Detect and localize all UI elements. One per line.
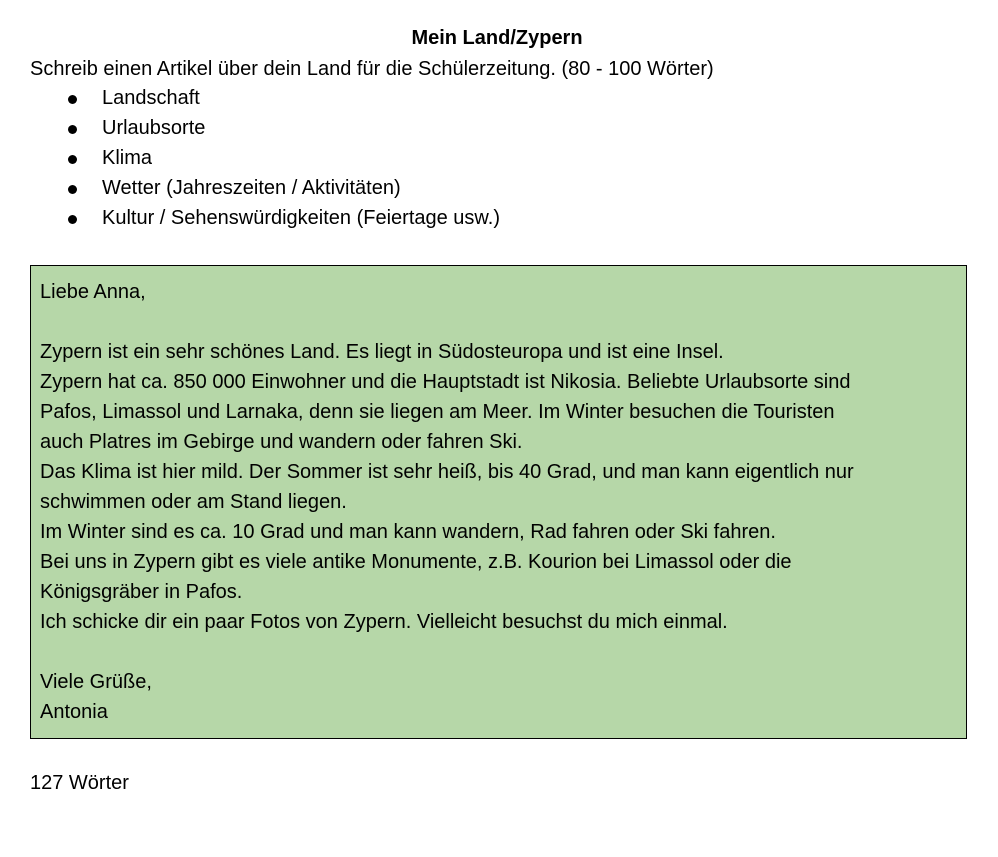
letter-line: Bei uns in Zypern gibt es viele antike Monumente, z.B. Kourion bei Limassol oder die — [40, 551, 792, 573]
letter-signature: Antonia — [40, 701, 108, 723]
assignment-instruction: Schreib einen Artikel über dein Land für die Schülerzeitung. (80 - 100 Wörter) — [30, 58, 714, 80]
bullet-dot-icon — [68, 125, 77, 134]
letter-line: auch Platres im Gebirge und wandern oder fahren Ski. — [40, 431, 523, 453]
letter-line: Zypern hat ca. 850 000 Einwohner und die Hauptstadt ist Nikosia. Beliebte Urlaubsorte sind — [40, 371, 851, 393]
letter-closing: Viele Grüße, — [40, 671, 152, 693]
letter-line: Pafos, Limassol und Larnaka, denn sie liegen am Meer. Im Winter besuchen die Touristen — [40, 401, 835, 423]
bullet-text: Urlaubsorte — [102, 117, 206, 139]
bullet-text: Klima — [102, 147, 153, 169]
letter-greeting: Liebe Anna, — [40, 281, 146, 303]
bullet-dot-icon — [68, 215, 77, 224]
bullet-dot-icon — [68, 155, 77, 164]
bullet-text: Wetter (Jahreszeiten / Aktivitäten) — [102, 177, 401, 199]
letter-text-box — [30, 265, 967, 739]
letter-line: schwimmen oder am Stand liegen. — [40, 491, 347, 513]
bullet-dot-icon — [68, 185, 77, 194]
bullet-text: Kultur / Sehenswürdigkeiten (Feiertage usw.) — [102, 207, 500, 229]
letter-line: Ich schicke dir ein paar Fotos von Zypern. Vielleicht besuchst du mich einmal. — [40, 611, 728, 633]
page-title: Mein Land/Zypern — [411, 27, 583, 49]
bullet-dot-icon — [68, 95, 77, 104]
letter-line: Königsgräber in Pafos. — [40, 581, 243, 603]
letter-line: Zypern ist ein sehr schönes Land. Es liegt in Südosteuropa und ist eine Insel. — [40, 341, 724, 363]
word-count: 127 Wörter — [30, 772, 129, 794]
letter-line: Das Klima ist hier mild. Der Sommer ist sehr heiß, bis 40 Grad, und man kann eigentlich nur — [40, 461, 854, 483]
letter-line: Im Winter sind es ca. 10 Grad und man kann wandern, Rad fahren oder Ski fahren. — [40, 521, 776, 543]
bullet-text: Landschaft — [102, 87, 200, 109]
